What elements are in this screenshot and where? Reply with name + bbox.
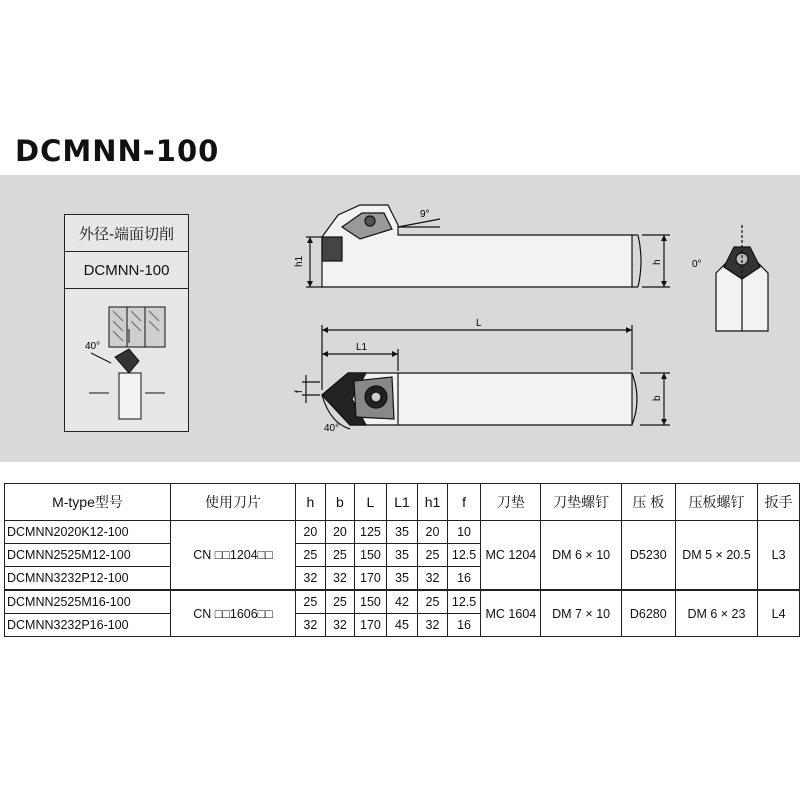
h-dimension-label: h — [652, 259, 663, 265]
shim-cell: MC 1604 — [481, 590, 541, 637]
inset-model-label: DCMNN-100 — [65, 252, 188, 289]
insert-cell: CN □□1606□□ — [170, 590, 295, 637]
L-cell: 150 — [355, 590, 387, 614]
clamp-cell: D5230 — [621, 521, 675, 591]
h-cell: 32 — [296, 567, 326, 591]
column-header: 使用刀片 — [170, 484, 295, 521]
operation-inset — [64, 214, 189, 432]
column-header: L — [355, 484, 387, 521]
b-dimension-label: b — [652, 395, 663, 401]
L1-cell: 35 — [386, 544, 418, 567]
h-cell: 25 — [296, 544, 326, 567]
operation-label: 外径-端面切削 — [65, 215, 188, 252]
b-cell: 25 — [325, 590, 355, 614]
b-cell: 32 — [325, 614, 355, 637]
f-cell: 16 — [447, 614, 481, 637]
model-cell: DCMNN3232P12-100 — [5, 567, 171, 591]
h1-cell: 32 — [418, 567, 448, 591]
model-cell: DCMNN2020K12-100 — [5, 521, 171, 544]
column-header: h1 — [418, 484, 448, 521]
column-header: 压 板 — [621, 484, 675, 521]
h1-cell: 32 — [418, 614, 448, 637]
L1-cell: 35 — [386, 521, 418, 544]
L-dimension-label: L — [476, 318, 482, 329]
operation-sketch — [65, 289, 188, 433]
f-cell: 16 — [447, 567, 481, 591]
h1-cell: 20 — [418, 521, 448, 544]
column-header: 扳手 — [758, 484, 800, 521]
top-view — [322, 373, 637, 425]
side-view — [322, 205, 641, 287]
inset-angle-label: 40° — [85, 341, 101, 352]
b-cell: 25 — [325, 544, 355, 567]
model-cell: DCMNN2525M12-100 — [5, 544, 171, 567]
f-cell: 10 — [447, 521, 481, 544]
top-angle-label: 9° — [420, 209, 430, 220]
table-header-row — [5, 484, 800, 521]
h1-dimension-label: h1 — [294, 255, 305, 267]
L1-cell: 45 — [386, 614, 418, 637]
clamp-screw-cell: DM 6 × 23 — [675, 590, 757, 637]
wrench-cell: L4 — [758, 590, 800, 637]
column-header: 刀垫 — [481, 484, 541, 521]
column-header: f — [447, 484, 481, 521]
model-cell: DCMNN2525M16-100 — [5, 590, 171, 614]
model-cell: DCMNN3232P16-100 — [5, 614, 171, 637]
f-cell: 12.5 — [447, 544, 481, 567]
L-cell: 125 — [355, 521, 387, 544]
clamp-cell: D6280 — [621, 590, 675, 637]
wrench-cell: L3 — [758, 521, 800, 591]
column-header: L1 — [386, 484, 418, 521]
bottom-angle-label: 40° — [324, 423, 340, 434]
h-cell: 20 — [296, 521, 326, 544]
clamp-screw-cell: DM 5 × 20.5 — [675, 521, 757, 591]
L-cell: 150 — [355, 544, 387, 567]
shim-screw-cell: DM 7 × 10 — [541, 590, 621, 637]
table-row — [5, 590, 800, 614]
column-header: 刀垫螺钉 — [541, 484, 621, 521]
shim-screw-cell: DM 6 × 10 — [541, 521, 621, 591]
page-title: DCMNN-100 — [15, 134, 220, 168]
column-header: h — [296, 484, 326, 521]
side-angle-label: 0° — [692, 259, 702, 270]
h-cell: 25 — [296, 590, 326, 614]
insert-cell: CN □□1204□□ — [170, 521, 295, 591]
L1-dimension-label: L1 — [356, 342, 368, 353]
h1-cell: 25 — [418, 544, 448, 567]
f-cell: 12.5 — [447, 590, 481, 614]
f-dimension-label: f — [294, 390, 305, 393]
h-cell: 32 — [296, 614, 326, 637]
specification-table — [4, 483, 800, 637]
table-row — [5, 521, 800, 544]
L-cell: 170 — [355, 614, 387, 637]
end-view — [716, 225, 768, 331]
column-header: M-type型号 — [5, 484, 171, 521]
L1-cell: 35 — [386, 567, 418, 591]
L1-cell: 42 — [386, 590, 418, 614]
column-header: 压板螺钉 — [675, 484, 757, 521]
b-cell: 20 — [325, 521, 355, 544]
h1-cell: 25 — [418, 590, 448, 614]
b-cell: 32 — [325, 567, 355, 591]
column-header: b — [325, 484, 355, 521]
L-cell: 170 — [355, 567, 387, 591]
shim-cell: MC 1204 — [481, 521, 541, 591]
